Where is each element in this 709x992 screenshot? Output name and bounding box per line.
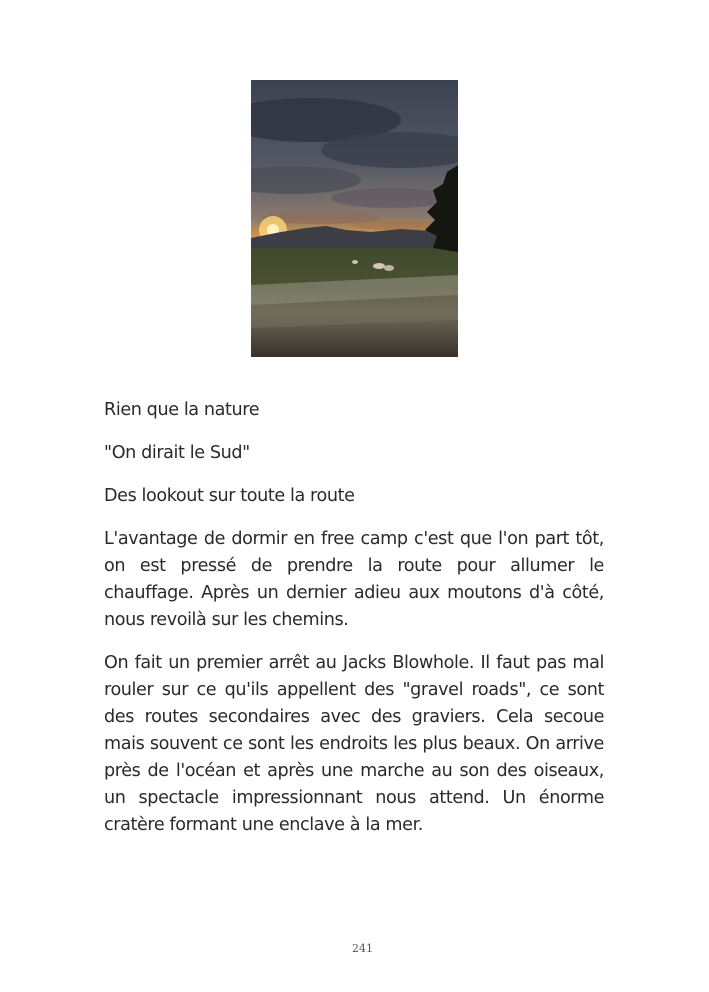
paragraph-2: "On dirait le Sud" bbox=[104, 443, 250, 463]
paragraph-1: Rien que la nature bbox=[104, 400, 260, 420]
paragraph-4: L'avantage de dormir en free camp c'est que l'on part tôt, on est pressé de prendre la route pour allumer le chauffage. Après un dernier adieu aux moutons d'à côté, nous revoilà sur les chemins. bbox=[104, 529, 604, 630]
sunset-photo bbox=[251, 80, 458, 357]
paragraph-3: Des lookout sur toute la route bbox=[104, 486, 355, 506]
paragraph-5: On fait un premier arrêt au Jacks Blowhole. Il faut pas mal rouler sur ce qu'ils appellent des "gravel roads", ce sont des routes secondaires avec des graviers. Cela secoue mais souvent ce sont les endroits les plus beaux. On arrive près de l'océan et après une marche au son des oiseaux, un spectacle impressionnant nous attend. Un énorme cratère formant une enclave à la mer. bbox=[104, 653, 604, 835]
page-number: 241 bbox=[352, 942, 373, 955]
body-text bbox=[104, 397, 604, 839]
